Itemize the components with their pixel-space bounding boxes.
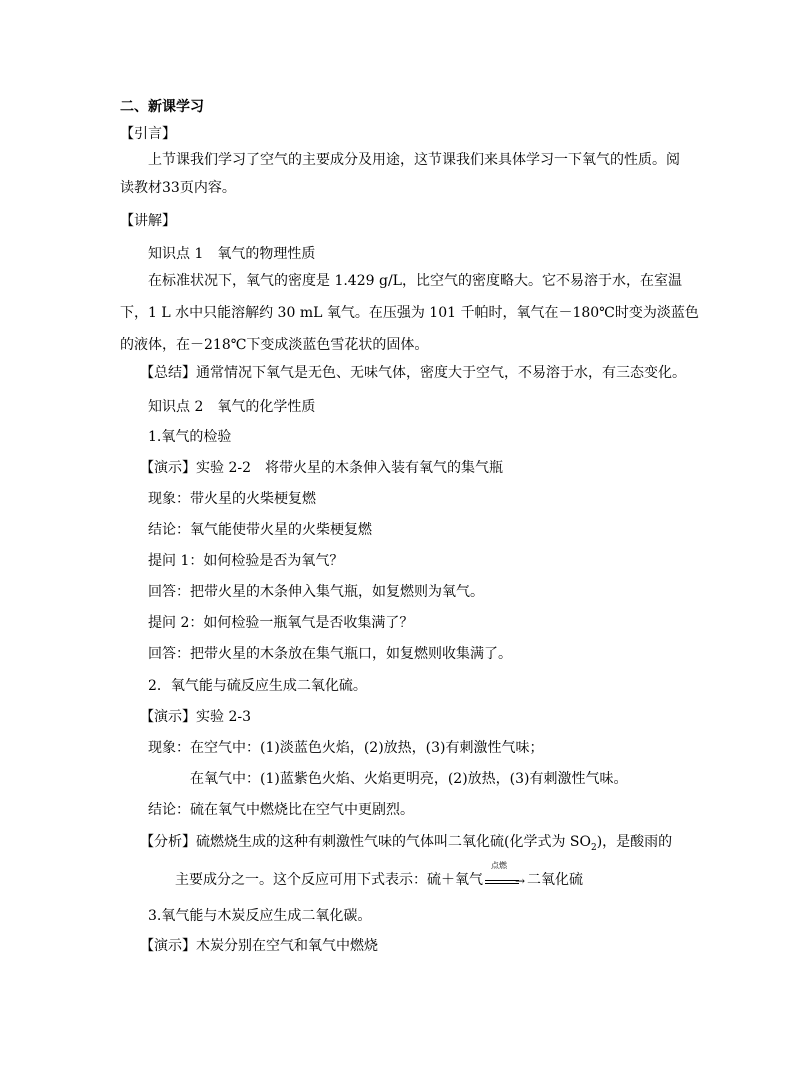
point2-title: 知识点 2 氧气的化学性质 — [148, 399, 316, 415]
arrow-head-icon: → — [514, 874, 525, 888]
point1-title: 知识点 1 氧气的物理性质 — [148, 246, 316, 262]
question-2: 提问 2：如何检验一瓶氧气是否收集满了？ — [148, 615, 414, 631]
reaction-condition: 点燃 — [491, 861, 507, 870]
point1-line-1: 在标准状况下，氧气的密度是 1.429 g/L，比空气的密度略大。它不易溶于水，在室温 — [148, 273, 682, 289]
answer-2: 回答：把带火星的木条放在集气瓶口，如复燃则收集满了。 — [148, 646, 512, 662]
phenomenon-2-oxygen: 在氧气中：(1)蓝紫色火焰、火焰更明亮，(2)放热，(3)有刺激性气味。 — [190, 771, 628, 787]
phenomenon-2-air: 现象：在空气中：(1)淡蓝色火焰，(2)放热，(3)有刺激性气味； — [148, 740, 544, 756]
point2-sub-1: 1.氧气的检验 — [148, 429, 232, 445]
point2-sub-3: 3.氧气能与木炭反应生成二氧化碳。 — [148, 908, 372, 924]
demo-1: 【演示】实验 2-2 将带火星的木条伸入装有氧气的集气瓶 — [140, 460, 503, 476]
reaction-prefix: 主要成分之一。这个反应可用下式表示：硫＋氧气 — [175, 872, 483, 888]
analysis-text-post: )，是酸雨的 — [596, 834, 673, 850]
point2-sub-2: 2．氧气能与硫反应生成二氧化硫。 — [148, 678, 367, 694]
intro-line-2: 读教材33页内容。 — [120, 180, 236, 196]
question-1: 提问 1：如何检验是否为氧气？ — [148, 553, 344, 569]
demo-2: 【演示】实验 2-3 — [140, 709, 251, 725]
analysis-line-2 — [175, 861, 583, 889]
conclusion-2: 结论：硫在氧气中燃烧比在空气中更剧烈。 — [148, 802, 414, 818]
reaction-arrow — [485, 861, 525, 888]
intro-line-1: 上节课我们学习了空气的主要成分及用途，这节课我们来具体学习一下氧气的性质。阅 — [148, 152, 680, 168]
point1-line-3: 的液体，在－218℃下变成淡蓝色雪花状的固体。 — [120, 337, 429, 353]
lecture-tag: 【讲解】 — [120, 213, 176, 229]
analysis-text-pre: 【分析】硫燃烧生成的这种有刺激性气味的气体叫二氧化硫(化学式为 SO — [140, 834, 591, 850]
analysis-line-1 — [140, 833, 672, 857]
arrow-line-top — [485, 880, 519, 881]
point1-line-2: 下，1 L 水中只能溶解约 30 mL 氧气。在压强为 101 千帕时，氧气在－180℃时变为淡蓝色 — [120, 305, 699, 321]
phenomenon-1: 现象：带火星的火柴梗复燃 — [148, 491, 316, 507]
point1-summary: 【总结】通常情况下氧气是无色、无味气体，密度大于空气，不易溶于水，有三态变化。 — [140, 365, 686, 381]
intro-tag: 【引言】 — [120, 126, 176, 142]
answer-1: 回答：把带火星的木条伸入集气瓶，如复燃则为氧气。 — [148, 584, 484, 600]
conclusion-1: 结论：氧气能使带火星的火柴梗复燃 — [148, 522, 372, 538]
section-title: 二、新课学习 — [120, 99, 204, 115]
arrow-line-bottom — [485, 883, 519, 884]
demo-3: 【演示】木炭分别在空气和氧气中燃烧 — [140, 938, 378, 954]
reaction-product: 二氧化硫 — [527, 872, 583, 888]
analysis-subscript: 2 — [590, 842, 597, 853]
